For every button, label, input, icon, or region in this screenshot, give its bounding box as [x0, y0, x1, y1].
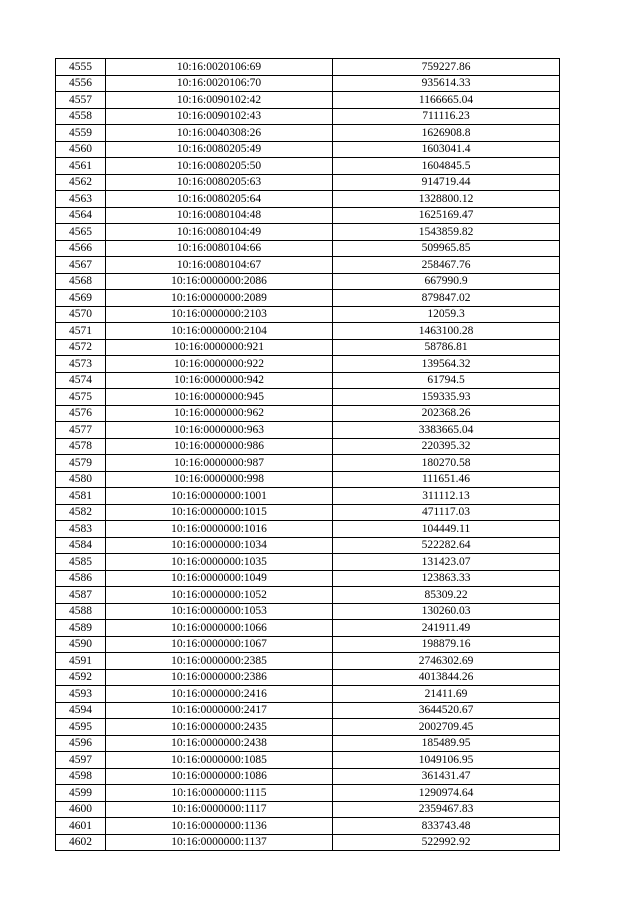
cadastral-number-cell: 10:16:0000000:2435 [106, 719, 333, 736]
value-cell: 258467.76 [333, 257, 560, 274]
data-table [55, 58, 560, 851]
value-cell: 1543859.82 [333, 224, 560, 241]
value-cell: 180270.58 [333, 455, 560, 472]
cadastral-number-cell: 10:16:0000000:962 [106, 405, 333, 422]
row-number-cell: 4557 [56, 92, 106, 109]
row-number-cell: 4589 [56, 620, 106, 637]
cadastral-number-cell: 10:16:0000000:922 [106, 356, 333, 373]
cadastral-number-cell: 10:16:0090102:43 [106, 108, 333, 125]
row-number-cell: 4586 [56, 570, 106, 587]
value-cell: 311112.13 [333, 488, 560, 505]
cadastral-number-cell: 10:16:0000000:1016 [106, 521, 333, 538]
cadastral-number-cell: 10:16:0000000:1067 [106, 636, 333, 653]
row-number-cell: 4598 [56, 768, 106, 785]
table-row [56, 719, 560, 736]
cadastral-number-cell: 10:16:0080205:49 [106, 141, 333, 158]
table-row [56, 108, 560, 125]
value-cell: 185489.95 [333, 735, 560, 752]
row-number-cell: 4587 [56, 587, 106, 604]
row-number-cell: 4579 [56, 455, 106, 472]
value-cell: 833743.48 [333, 818, 560, 835]
value-cell: 1604845.5 [333, 158, 560, 175]
cadastral-number-cell: 10:16:0000000:986 [106, 438, 333, 455]
table-row [56, 174, 560, 191]
row-number-cell: 4584 [56, 537, 106, 554]
cadastral-number-cell: 10:16:0020106:69 [106, 59, 333, 76]
cadastral-number-cell: 10:16:0080104:66 [106, 240, 333, 257]
cadastral-number-cell: 10:16:0000000:1066 [106, 620, 333, 637]
table-row [56, 455, 560, 472]
value-cell: 123863.33 [333, 570, 560, 587]
value-cell: 21411.69 [333, 686, 560, 703]
table-row [56, 59, 560, 76]
table-row [56, 372, 560, 389]
value-cell: 220395.32 [333, 438, 560, 455]
row-number-cell: 4555 [56, 59, 106, 76]
value-cell: 1626908.8 [333, 125, 560, 142]
table-row [56, 818, 560, 835]
row-number-cell: 4581 [56, 488, 106, 505]
table-row [56, 422, 560, 439]
table-row [56, 620, 560, 637]
table-row [56, 488, 560, 505]
cadastral-number-cell: 10:16:0080104:48 [106, 207, 333, 224]
value-cell: 935614.33 [333, 75, 560, 92]
table-row [56, 273, 560, 290]
row-number-cell: 4591 [56, 653, 106, 670]
row-number-cell: 4576 [56, 405, 106, 422]
value-cell: 879847.02 [333, 290, 560, 307]
value-cell: 2359467.83 [333, 801, 560, 818]
value-cell: 85309.22 [333, 587, 560, 604]
value-cell: 111651.46 [333, 471, 560, 488]
value-cell: 3383665.04 [333, 422, 560, 439]
value-cell: 3644520.67 [333, 702, 560, 719]
value-cell: 61794.5 [333, 372, 560, 389]
value-cell: 198879.16 [333, 636, 560, 653]
table-row [56, 405, 560, 422]
cadastral-number-cell: 10:16:0000000:1136 [106, 818, 333, 835]
value-cell: 509965.85 [333, 240, 560, 257]
cadastral-number-cell: 10:16:0000000:2417 [106, 702, 333, 719]
table-row [56, 75, 560, 92]
row-number-cell: 4599 [56, 785, 106, 802]
table-row [56, 323, 560, 340]
row-number-cell: 4566 [56, 240, 106, 257]
cadastral-number-cell: 10:16:0000000:998 [106, 471, 333, 488]
cadastral-number-cell: 10:16:0000000:2385 [106, 653, 333, 670]
cadastral-number-cell: 10:16:0000000:1085 [106, 752, 333, 769]
value-cell: 471117.03 [333, 504, 560, 521]
value-cell: 202368.26 [333, 405, 560, 422]
cadastral-number-cell: 10:16:0000000:2416 [106, 686, 333, 703]
table-row [56, 356, 560, 373]
cadastral-number-cell: 10:16:0080205:64 [106, 191, 333, 208]
value-cell: 759227.86 [333, 59, 560, 76]
table-row [56, 141, 560, 158]
value-cell: 361431.47 [333, 768, 560, 785]
value-cell: 1625169.47 [333, 207, 560, 224]
value-cell: 104449.11 [333, 521, 560, 538]
table-row [56, 834, 560, 851]
row-number-cell: 4593 [56, 686, 106, 703]
row-number-cell: 4601 [56, 818, 106, 835]
row-number-cell: 4595 [56, 719, 106, 736]
table-row [56, 339, 560, 356]
value-cell: 1049106.95 [333, 752, 560, 769]
value-cell: 1166665.04 [333, 92, 560, 109]
cadastral-number-cell: 10:16:0000000:1137 [106, 834, 333, 851]
cadastral-number-cell: 10:16:0000000:2103 [106, 306, 333, 323]
row-number-cell: 4597 [56, 752, 106, 769]
cadastral-number-cell: 10:16:0000000:987 [106, 455, 333, 472]
table-row [56, 587, 560, 604]
row-number-cell: 4567 [56, 257, 106, 274]
cadastral-number-cell: 10:16:0000000:921 [106, 339, 333, 356]
value-cell: 1290974.64 [333, 785, 560, 802]
table-row [56, 653, 560, 670]
table-row [56, 224, 560, 241]
cadastral-number-cell: 10:16:0040308:26 [106, 125, 333, 142]
table-row [56, 537, 560, 554]
cadastral-number-cell: 10:16:0000000:942 [106, 372, 333, 389]
table-row [56, 504, 560, 521]
row-number-cell: 4573 [56, 356, 106, 373]
row-number-cell: 4592 [56, 669, 106, 686]
cadastral-number-cell: 10:16:0000000:1015 [106, 504, 333, 521]
cadastral-number-cell: 10:16:0020106:70 [106, 75, 333, 92]
value-cell: 1463100.28 [333, 323, 560, 340]
table-row [56, 752, 560, 769]
row-number-cell: 4563 [56, 191, 106, 208]
cadastral-number-cell: 10:16:0000000:2104 [106, 323, 333, 340]
row-number-cell: 4561 [56, 158, 106, 175]
row-number-cell: 4578 [56, 438, 106, 455]
table-row [56, 191, 560, 208]
cadastral-number-cell: 10:16:0000000:1115 [106, 785, 333, 802]
table-row [56, 471, 560, 488]
row-number-cell: 4572 [56, 339, 106, 356]
table-row [56, 735, 560, 752]
table-row [56, 603, 560, 620]
table-row [56, 521, 560, 538]
value-cell: 711116.23 [333, 108, 560, 125]
table-row [56, 207, 560, 224]
row-number-cell: 4594 [56, 702, 106, 719]
value-cell: 1603041.4 [333, 141, 560, 158]
cadastral-number-cell: 10:16:0000000:2086 [106, 273, 333, 290]
value-cell: 2746302.69 [333, 653, 560, 670]
value-cell: 131423.07 [333, 554, 560, 571]
row-number-cell: 4565 [56, 224, 106, 241]
value-cell: 241911.49 [333, 620, 560, 637]
row-number-cell: 4577 [56, 422, 106, 439]
table-row [56, 257, 560, 274]
row-number-cell: 4590 [56, 636, 106, 653]
table-row [56, 240, 560, 257]
row-number-cell: 4588 [56, 603, 106, 620]
table-body [56, 59, 560, 851]
table-row [56, 801, 560, 818]
row-number-cell: 4571 [56, 323, 106, 340]
value-cell: 130260.03 [333, 603, 560, 620]
row-number-cell: 4556 [56, 75, 106, 92]
value-cell: 914719.44 [333, 174, 560, 191]
cadastral-number-cell: 10:16:0080104:49 [106, 224, 333, 241]
table-row [56, 669, 560, 686]
cadastral-number-cell: 10:16:0090102:42 [106, 92, 333, 109]
table-row [56, 768, 560, 785]
value-cell: 58786.81 [333, 339, 560, 356]
table-row [56, 389, 560, 406]
cadastral-number-cell: 10:16:0000000:1034 [106, 537, 333, 554]
cadastral-number-cell: 10:16:0000000:1049 [106, 570, 333, 587]
cadastral-number-cell: 10:16:0000000:2386 [106, 669, 333, 686]
cadastral-number-cell: 10:16:0000000:963 [106, 422, 333, 439]
cadastral-number-cell: 10:16:0000000:945 [106, 389, 333, 406]
row-number-cell: 4560 [56, 141, 106, 158]
row-number-cell: 4569 [56, 290, 106, 307]
cadastral-number-cell: 10:16:0080205:63 [106, 174, 333, 191]
row-number-cell: 4602 [56, 834, 106, 851]
value-cell: 139564.32 [333, 356, 560, 373]
table-row [56, 702, 560, 719]
cadastral-number-cell: 10:16:0000000:2438 [106, 735, 333, 752]
row-number-cell: 4575 [56, 389, 106, 406]
row-number-cell: 4583 [56, 521, 106, 538]
value-cell: 522992.92 [333, 834, 560, 851]
row-number-cell: 4570 [56, 306, 106, 323]
value-cell: 522282.64 [333, 537, 560, 554]
value-cell: 159335.93 [333, 389, 560, 406]
cadastral-number-cell: 10:16:0000000:1035 [106, 554, 333, 571]
row-number-cell: 4558 [56, 108, 106, 125]
cadastral-number-cell: 10:16:0080104:67 [106, 257, 333, 274]
table-row [56, 125, 560, 142]
value-cell: 667990.9 [333, 273, 560, 290]
table-row [56, 438, 560, 455]
value-cell: 12059.3 [333, 306, 560, 323]
table-row [56, 686, 560, 703]
row-number-cell: 4574 [56, 372, 106, 389]
table-row [56, 158, 560, 175]
table-row [56, 290, 560, 307]
cadastral-number-cell: 10:16:0000000:1086 [106, 768, 333, 785]
row-number-cell: 4562 [56, 174, 106, 191]
value-cell: 2002709.45 [333, 719, 560, 736]
row-number-cell: 4580 [56, 471, 106, 488]
cadastral-number-cell: 10:16:0000000:1001 [106, 488, 333, 505]
row-number-cell: 4564 [56, 207, 106, 224]
table-row [56, 92, 560, 109]
table-row [56, 636, 560, 653]
cadastral-number-cell: 10:16:0080205:50 [106, 158, 333, 175]
row-number-cell: 4559 [56, 125, 106, 142]
table-row [56, 785, 560, 802]
value-cell: 4013844.26 [333, 669, 560, 686]
row-number-cell: 4596 [56, 735, 106, 752]
row-number-cell: 4585 [56, 554, 106, 571]
cadastral-number-cell: 10:16:0000000:1117 [106, 801, 333, 818]
row-number-cell: 4582 [56, 504, 106, 521]
cadastral-number-cell: 10:16:0000000:1053 [106, 603, 333, 620]
value-cell: 1328800.12 [333, 191, 560, 208]
table-row [56, 554, 560, 571]
row-number-cell: 4568 [56, 273, 106, 290]
table-row [56, 306, 560, 323]
table-row [56, 570, 560, 587]
row-number-cell: 4600 [56, 801, 106, 818]
cadastral-number-cell: 10:16:0000000:1052 [106, 587, 333, 604]
cadastral-number-cell: 10:16:0000000:2089 [106, 290, 333, 307]
